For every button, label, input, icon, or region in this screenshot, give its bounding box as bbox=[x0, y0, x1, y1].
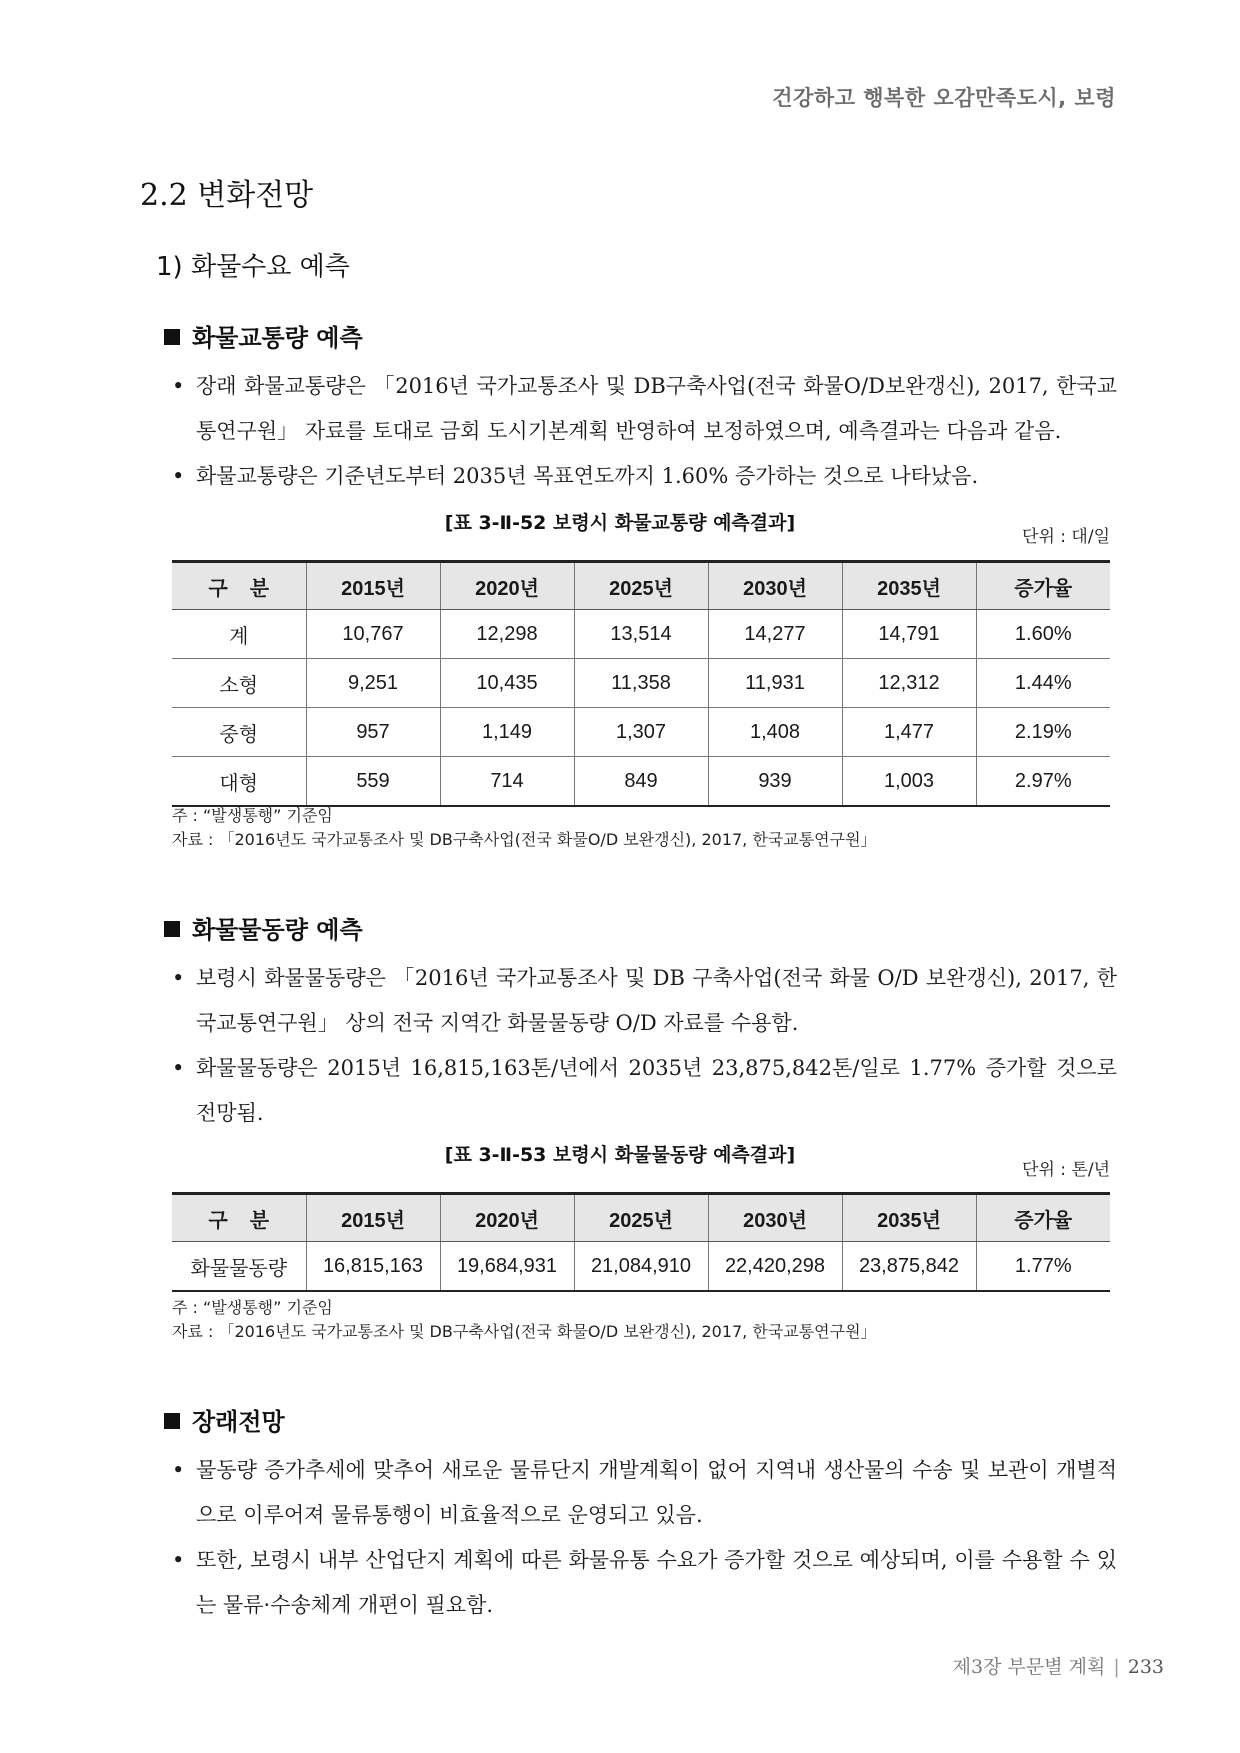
bullet-dot-icon: • bbox=[172, 464, 185, 488]
row-label: 계 bbox=[172, 610, 306, 659]
table-caption: [표 3-Ⅱ-52 보령시 화물교통량 예측결과] bbox=[444, 512, 796, 534]
table-row bbox=[172, 757, 1110, 807]
row-label: 대형 bbox=[172, 757, 306, 807]
table-cell: 14,791 bbox=[842, 610, 976, 659]
subsection-title: 1) 화물수요 예측 bbox=[156, 252, 350, 282]
table-row bbox=[172, 708, 1110, 757]
header-cell: 구분 bbox=[172, 562, 306, 610]
header-cell: 2035년 bbox=[842, 1194, 976, 1242]
table-cell: 1.44% bbox=[976, 659, 1110, 708]
header-cell: 구분 bbox=[172, 1194, 306, 1242]
header-cell: 2015년 bbox=[306, 1194, 440, 1242]
table-cell: 19,684,931 bbox=[440, 1242, 574, 1292]
bullet-item bbox=[172, 364, 1117, 454]
table-source: 자료 : 「2016년도 국가교통조사 및 DB구축사업(전국 화물O/D 보완갱신), 2017, 한국교통연구원」 bbox=[172, 1322, 877, 1341]
square-bullet-icon bbox=[164, 329, 180, 345]
table-source: 자료 : 「2016년도 국가교통조사 및 DB구축사업(전국 화물O/D 보완갱신), 2017, 한국교통연구원」 bbox=[172, 830, 877, 849]
table-header-row bbox=[172, 1194, 1110, 1242]
table-cell: 1,408 bbox=[708, 708, 842, 757]
table-note: 주 : “발생통행” 기준임 bbox=[172, 1298, 333, 1317]
bullet-item bbox=[172, 454, 1117, 499]
table-cell: 14,277 bbox=[708, 610, 842, 659]
table-cell: 2.19% bbox=[976, 708, 1110, 757]
table-cell: 10,767 bbox=[306, 610, 440, 659]
header-cell: 2015년 bbox=[306, 562, 440, 610]
table-notes bbox=[172, 1296, 877, 1344]
running-header: 건강하고 행복한 오감만족도시, 보령 bbox=[772, 86, 1116, 110]
table-cell: 12,312 bbox=[842, 659, 976, 708]
table-cell: 957 bbox=[306, 708, 440, 757]
square-bullet-icon bbox=[164, 1413, 180, 1429]
bullet-text: 화물물동량은 2015년 16,815,163톤/년에서 2035년 23,875,842톤/일로 1.77% 증가할 것으로 전망됨. bbox=[196, 1056, 1117, 1125]
table-cell: 11,931 bbox=[708, 659, 842, 708]
header-cell: 2030년 bbox=[708, 1194, 842, 1242]
square-bullet-icon bbox=[164, 921, 180, 937]
bullet-item bbox=[172, 1046, 1117, 1136]
table-cell: 10,435 bbox=[440, 659, 574, 708]
bullet-text: 물동량 증가추세에 맞추어 새로운 물류단지 개발계획이 없어 지역내 생산물의 수송 및 보관이 개별적으로 이루어져 물류통행이 비효율적으로 운영되고 있음. bbox=[196, 1458, 1117, 1527]
table-cell: 22,420,298 bbox=[708, 1242, 842, 1292]
row-label: 중형 bbox=[172, 708, 306, 757]
freight-traffic-table bbox=[172, 560, 1110, 807]
table-cell: 13,514 bbox=[574, 610, 708, 659]
bullet-item bbox=[172, 956, 1117, 1046]
header-cell: 2020년 bbox=[440, 562, 574, 610]
freight-volume-table bbox=[172, 1192, 1110, 1292]
bullet-text: 보령시 화물물동량은 「2016년 국가교통조사 및 DB 구축사업(전국 화물 O/D 보완갱신), 2017, 한국교통연구원」 상의 전국 지역간 화물물동량 O/D 자료를 수용함. bbox=[196, 966, 1117, 1035]
table-cell: 1.77% bbox=[976, 1242, 1110, 1292]
bullet-item bbox=[172, 1538, 1117, 1628]
freight-volume-bullets bbox=[172, 956, 1117, 1136]
bullet-dot-icon: • bbox=[172, 374, 185, 398]
table-cell: 714 bbox=[440, 757, 574, 807]
header-cell: 2030년 bbox=[708, 562, 842, 610]
table-unit: 단위 : 톤/년 bbox=[1022, 1160, 1110, 1180]
bullet-text: 화물교통량은 기준년도부터 2035년 목표연도까지 1.60% 증가하는 것으로 나타났음. bbox=[196, 464, 979, 488]
table-cell: 1.60% bbox=[976, 610, 1110, 659]
freight-volume-heading bbox=[164, 910, 363, 945]
footer-chapter: 제3장 부문별 계획 bbox=[952, 1656, 1106, 1678]
table-cell: 939 bbox=[708, 757, 842, 807]
bullet-text: 장래 화물교통량은 「2016년 국가교통조사 및 DB구축사업(전국 화물O/D보완갱신), 2017, 한국교통연구원」 자료를 토대로 금회 도시기본계획 반영하여 보정하였으며, 예측결과는 다음과 같음. bbox=[196, 374, 1117, 443]
table-cell: 1,307 bbox=[574, 708, 708, 757]
freight-traffic-heading bbox=[164, 318, 363, 353]
header-cell: 증가율 bbox=[976, 1194, 1110, 1242]
table-notes bbox=[172, 804, 877, 852]
table-cell: 23,875,842 bbox=[842, 1242, 976, 1292]
table-cell: 559 bbox=[306, 757, 440, 807]
page-footer bbox=[953, 1652, 1164, 1679]
table-cell: 12,298 bbox=[440, 610, 574, 659]
bullet-dot-icon: • bbox=[172, 966, 185, 990]
header-cell: 2025년 bbox=[574, 562, 708, 610]
header-cell: 2035년 bbox=[842, 562, 976, 610]
table-cell: 849 bbox=[574, 757, 708, 807]
heading-text: 화물물동량 예측 bbox=[192, 916, 363, 944]
table-cell: 2.97% bbox=[976, 757, 1110, 807]
heading-text: 장래전망 bbox=[192, 1408, 285, 1436]
table-row bbox=[172, 610, 1110, 659]
bullet-dot-icon: • bbox=[172, 1056, 185, 1080]
footer-separator: | bbox=[1113, 1656, 1120, 1678]
table-unit: 단위 : 대/일 bbox=[1022, 527, 1110, 547]
row-label: 화물물동량 bbox=[172, 1242, 306, 1292]
table-caption: [표 3-Ⅱ-53 보령시 화물물동량 예측결과] bbox=[444, 1144, 796, 1166]
table-header-row bbox=[172, 562, 1110, 610]
table-cell: 1,149 bbox=[440, 708, 574, 757]
bullet-item bbox=[172, 1448, 1117, 1538]
header-cell: 증가율 bbox=[976, 562, 1110, 610]
table-row bbox=[172, 659, 1110, 708]
bullet-dot-icon: • bbox=[172, 1548, 185, 1572]
bullet-text: 또한, 보령시 내부 산업단지 계획에 따른 화물유통 수요가 증가할 것으로 예상되며, 이를 수용할 수 있는 물류·수송체계 개편이 필요함. bbox=[196, 1548, 1117, 1617]
table-cell: 9,251 bbox=[306, 659, 440, 708]
header-cell: 2025년 bbox=[574, 1194, 708, 1242]
table-cell: 1,003 bbox=[842, 757, 976, 807]
table-row bbox=[172, 1242, 1110, 1292]
table-note: 주 : “발생통행” 기준임 bbox=[172, 806, 333, 825]
outlook-heading bbox=[164, 1402, 285, 1437]
table-cell: 1,477 bbox=[842, 708, 976, 757]
header-cell: 2020년 bbox=[440, 1194, 574, 1242]
heading-text: 화물교통량 예측 bbox=[192, 324, 363, 352]
row-label: 소형 bbox=[172, 659, 306, 708]
page-number: 233 bbox=[1127, 1656, 1164, 1678]
table-cell: 16,815,163 bbox=[306, 1242, 440, 1292]
bullet-dot-icon: • bbox=[172, 1458, 185, 1482]
freight-traffic-bullets bbox=[172, 364, 1117, 499]
outlook-bullets bbox=[172, 1448, 1117, 1628]
section-title: 2.2 변화전망 bbox=[140, 178, 314, 213]
table-cell: 21,084,910 bbox=[574, 1242, 708, 1292]
table-cell: 11,358 bbox=[574, 659, 708, 708]
